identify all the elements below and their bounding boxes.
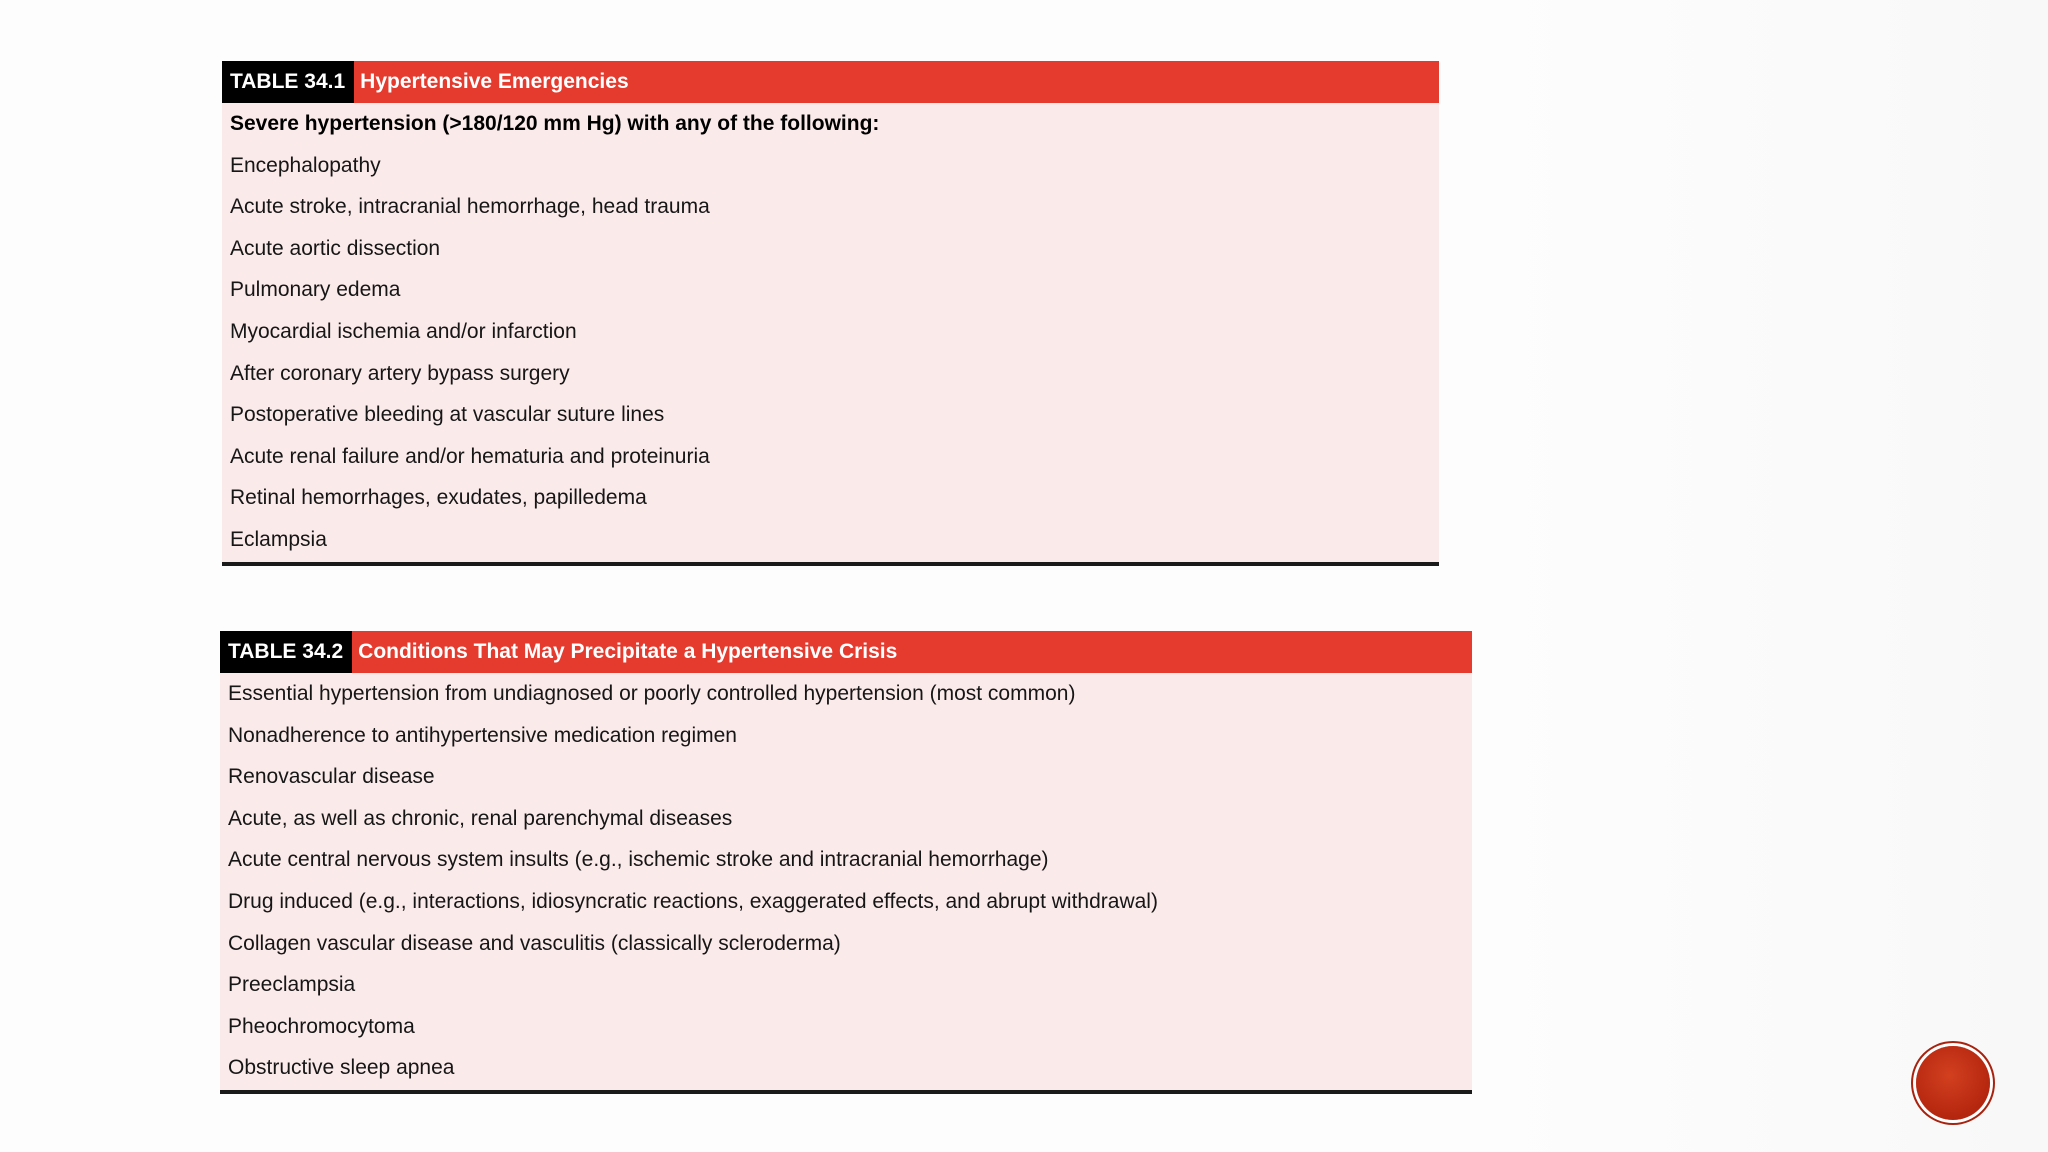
table-row: Collagen vascular disease and vasculitis (classically scleroderma) bbox=[228, 931, 841, 955]
table-row: Drug induced (e.g., interactions, idiosyncratic reactions, exaggerated effects, and abrupt withdrawal) bbox=[228, 889, 1158, 913]
table-row: Encephalopathy bbox=[230, 153, 381, 177]
table-title: Conditions That May Precipitate a Hypertensive Crisis bbox=[358, 640, 898, 663]
table-row: Retinal hemorrhages, exudates, papilledema bbox=[230, 486, 647, 510]
table-row: Myocardial ischemia and/or infarction bbox=[230, 319, 577, 343]
table-row: Obstructive sleep apnea bbox=[228, 1056, 455, 1080]
table-header bbox=[220, 631, 1472, 673]
table-precipitating-conditions bbox=[220, 631, 1472, 1094]
table-hypertensive-emergencies bbox=[222, 61, 1439, 566]
table-row: Renovascular disease bbox=[228, 765, 435, 789]
table-row: Acute central nervous system insults (e.g., ischemic stroke and intracranial hemorrhage) bbox=[228, 848, 1049, 872]
table-rows bbox=[222, 103, 1439, 561]
table-row: Preeclampsia bbox=[228, 973, 356, 997]
table-row: Postoperative bleeding at vascular suture lines bbox=[230, 403, 665, 427]
table-intro-row: Severe hypertension (>180/120 mm Hg) with any of the following: bbox=[230, 112, 880, 135]
table-row: Pulmonary edema bbox=[230, 278, 401, 302]
slide-background bbox=[1500, 0, 2048, 1152]
table-row: Nonadherence to antihypertensive medication regimen bbox=[228, 723, 737, 747]
table-row: Acute aortic dissection bbox=[230, 236, 441, 260]
table-row: After coronary artery bypass surgery bbox=[230, 361, 570, 385]
table-title: Hypertensive Emergencies bbox=[360, 70, 629, 93]
table-row: Pheochromocytoma bbox=[228, 1014, 415, 1038]
table-header bbox=[222, 61, 1439, 103]
table-row: Acute stroke, intracranial hemorrhage, head trauma bbox=[230, 195, 710, 219]
table-number: TABLE 34.2 bbox=[220, 631, 352, 673]
table-row: Eclampsia bbox=[230, 527, 327, 551]
table-number: TABLE 34.1 bbox=[222, 61, 354, 103]
table-row: Acute, as well as chronic, renal parenchymal diseases bbox=[228, 806, 733, 830]
table-row: Acute renal failure and/or hematuria and proteinuria bbox=[230, 444, 710, 468]
table-rows bbox=[220, 673, 1472, 1089]
table-row: Essential hypertension from undiagnosed or poorly controlled hypertension (most common) bbox=[228, 682, 1076, 705]
slide-nav-button[interactable] bbox=[1916, 1046, 1990, 1120]
